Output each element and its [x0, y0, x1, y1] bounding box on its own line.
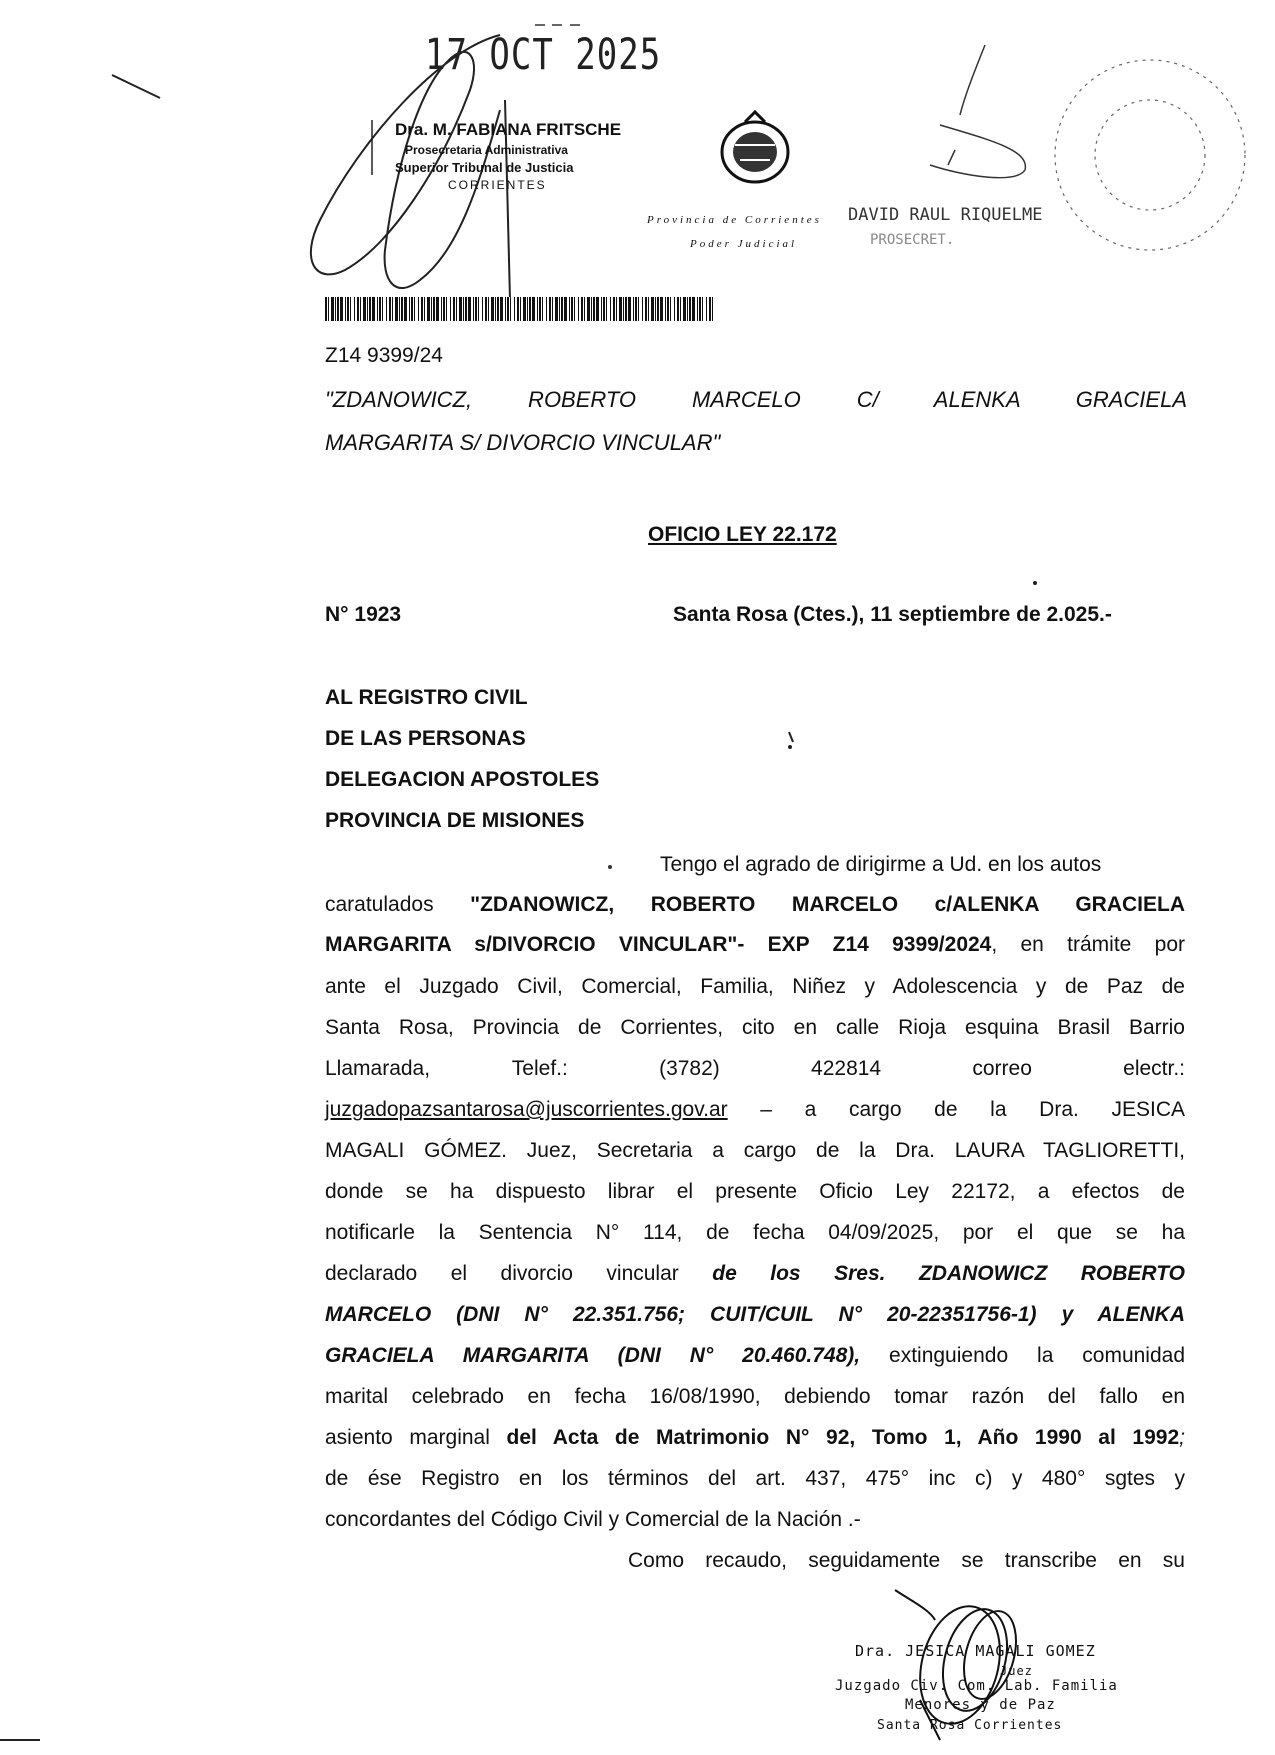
receiver-stamp-name: Dra. M. FABIANA FRITSCHE [395, 120, 622, 139]
barcode-bar [713, 297, 715, 321]
receiver-stamp-title-2: Superior Tribunal de Justicia [395, 160, 574, 175]
receiver-stamp-place: CORRIENTES [448, 178, 547, 192]
body-line-7: juzgadopazsantarosa@juscorrientes.gov.ar – a cargo de la Dra. JESICA [325, 1098, 1185, 1121]
court-seal-emblem [722, 112, 788, 182]
court-seal-line-2: Poder Judicial [690, 238, 798, 250]
court-seal-line-1: Provincia de Corrientes [647, 214, 822, 226]
document-title: OFICIO LEY 22.172 [648, 523, 837, 546]
body-line-8: MAGALI GÓMEZ. Juez, Secretaria a cargo de la Dra. LAURA TAGLIORETTI, [325, 1139, 1185, 1162]
body-line-1: Tengo el agrado de dirigirme a Ud. en los autos [660, 853, 1102, 876]
body-line-9: donde se ha dispuesto librar el presente Oficio Ley 22172, a efectos de [325, 1180, 1185, 1203]
oficio-number: N° 1923 [325, 603, 402, 626]
body-line-14: marital celebrado en fecha 16/08/1990, debiendo tomar razón del fallo en [325, 1385, 1185, 1408]
case-number: Z14 9399/24 [325, 344, 443, 367]
receiver-stamp-title-1: Prosecretaria Administrativa [405, 143, 568, 157]
faint-seal [1055, 60, 1245, 250]
addressee-line-1: AL REGISTRO CIVIL [325, 686, 528, 709]
body-line-17: concordantes del Código Civil y Comercial de la Nación .- [325, 1508, 861, 1531]
judge-stamp-court: Juzgado Civ. Com. Lab. Familia [835, 1678, 1118, 1694]
stray-mark [112, 75, 160, 98]
body-line-2: caratulados "ZDANOWICZ, ROBERTO MARCELO c/ALENKA GRACIELA [325, 893, 1185, 916]
signature-official [930, 45, 1025, 178]
official-stamp-name: DAVID RAUL RIQUELME [848, 205, 1043, 225]
place-date: Santa Rosa (Ctes.), 11 septiembre de 2.025.- [673, 603, 1112, 626]
body-line-10: notificarle la Sentencia N° 114, de fecha 04/09/2025, por el que se ha [325, 1221, 1185, 1244]
body-line-6: Llamarada, Telef.: (3782) 422814 correo electr.: [325, 1057, 1185, 1080]
caption-line-1: "ZDANOWICZ, ROBERTO MARCELO C/ ALENKA GRACIELA [325, 387, 1187, 412]
body-line-16: de ése Registro en los términos del art. 437, 475° inc c) y 480° sgtes y [325, 1467, 1185, 1490]
caption-line-2: MARGARITA S/ DIVORCIO VINCULAR" [325, 430, 721, 455]
judge-stamp-place: Santa Rosa Corrientes [877, 1718, 1063, 1733]
judge-stamp-name: Dra. JESICA MAGALI GOMEZ [855, 1642, 1096, 1660]
body-line-12: MARCELO (DNI N° 22.351.756; CUIT/CUIL N° 20-22351756-1) y ALENKA [325, 1303, 1185, 1326]
receipt-date-stamp: 17 OCT 2025 [425, 30, 662, 80]
barcode [325, 297, 715, 321]
official-stamp-title: PROSECRET. [870, 232, 955, 248]
body-line-5: Santa Rosa, Provincia de Corrientes, cito en calle Rioja esquina Brasil Barrio [325, 1016, 1185, 1039]
judge-stamp-court-2: Menores y de Paz [905, 1697, 1056, 1713]
body-line-4: ante el Juzgado Civil, Comercial, Familia, Niñez y Adolescencia y de Paz de [325, 975, 1185, 998]
addressee-line-3: DELEGACION APOSTOLES [325, 768, 600, 791]
body-line-15: asiento marginal del Acta de Matrimonio N° 92, Tomo 1, Año 1990 al 1992; [325, 1426, 1185, 1449]
body-line-3: MARGARITA s/DIVORCIO VINCULAR"- EXP Z14 9399/2024, en trámite por [325, 933, 1185, 956]
body-line-13: GRACIELA MARGARITA (DNI N° 20.460.748), extinguiendo la comunidad [325, 1344, 1186, 1367]
judge-stamp-title: Juez [1000, 1664, 1033, 1678]
court-email-link[interactable]: juzgadopazsantarosa@juscorrientes.gov.ar [325, 1098, 728, 1121]
body-line-11: declarado el divorcio vincular de los Sres. ZDANOWICZ ROBERTO [325, 1262, 1185, 1285]
addressee-line-4: PROVINCIA DE MISIONES [325, 809, 585, 832]
body-line-18: Como recaudo, seguidamente se transcribe en su [628, 1549, 1185, 1572]
addressee-line-2: DE LAS PERSONAS [325, 727, 526, 750]
